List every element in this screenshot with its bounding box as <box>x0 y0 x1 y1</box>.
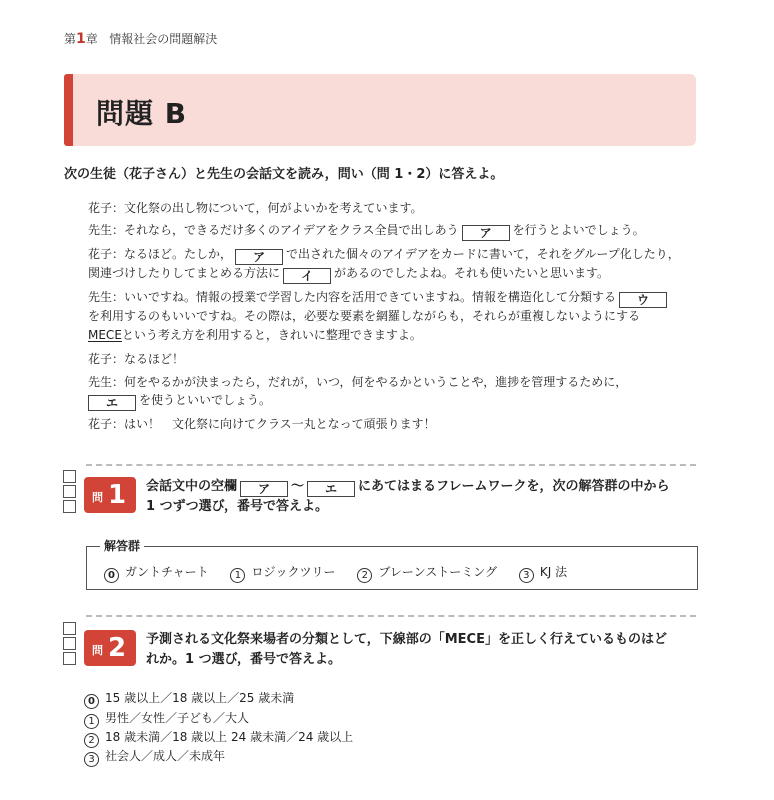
check-box[interactable] <box>63 485 76 498</box>
divider <box>86 615 696 617</box>
check-box[interactable] <box>63 652 76 665</box>
dialogue-text: を行うとよいでしょう。 <box>512 223 645 237</box>
dialogue-text: 花子：なるほど。たしか， <box>88 247 233 261</box>
option-number: 3 <box>84 752 99 767</box>
answer-choice[interactable] <box>104 565 209 579</box>
dialogue-text: 花子：文化祭の出し物について，何がよいかを考えています。 <box>88 201 423 215</box>
blank-i: イ <box>283 268 331 284</box>
check-box[interactable] <box>63 622 76 635</box>
dialogue-text: で出された個々のアイデアをカードに書いて，それをグループ化したり， <box>286 247 680 261</box>
choice-text: ブレーンストーミング <box>378 565 498 579</box>
dialogue-line <box>88 392 271 411</box>
blank-u: ウ <box>619 292 667 308</box>
question-2-badge <box>84 630 136 666</box>
chapter-title: 情報社会の問題解決 <box>109 32 218 46</box>
dialogue-text: 先生：いいですね。情報の授業で学習した内容を活用できていますね。情報を構造化して分類する <box>88 290 617 304</box>
option-number: 0 <box>84 694 99 709</box>
option-item[interactable] <box>84 728 353 748</box>
choice-text: KJ 法 <box>539 565 568 579</box>
dialogue-text: を利用するのもいいですね。その際は，必要な要素を網羅しながらも，それらが重複しないようにする <box>88 309 641 323</box>
chapter-number: 1 <box>76 31 86 47</box>
option-number: 2 <box>84 733 99 748</box>
dialogue-line <box>88 222 645 241</box>
answer-choice[interactable] <box>357 565 497 579</box>
question-badge-number: 2 <box>108 633 127 663</box>
dialogue-line <box>88 374 627 390</box>
question-text: 1 つずつ選び，番号で答えよ。 <box>146 499 329 514</box>
dialogue-line <box>88 200 423 216</box>
question-text: 会話文中の空欄 <box>146 479 238 494</box>
option-number: 1 <box>84 714 99 729</box>
dialogue-line <box>88 416 436 432</box>
option-text: 15 歳以上／18 歳以上／25 歳未満 <box>105 691 295 705</box>
dialogue-text: 花子：はい！ 文化祭に向けてクラス一丸となって頑張ります！ <box>88 417 436 431</box>
tilde: 〜 <box>291 479 305 494</box>
blank-e: エ <box>88 395 136 411</box>
answer-choice[interactable] <box>519 565 567 579</box>
intro-instruction: 次の生徒（花子さん）と先生の会話文を読み，問い（問 1・2）に答えよ。 <box>64 167 504 182</box>
choice-number: 3 <box>519 568 534 583</box>
dialogue-text: があるのでしたよね。それも使いたいと思います。 <box>334 266 610 280</box>
dialogue-line <box>88 289 670 308</box>
question-2-text <box>146 630 667 670</box>
mece-underlined: MECE <box>88 328 122 342</box>
choice-number: 1 <box>230 568 245 583</box>
dialogue-text: 先生：何をやるかが決まったら，だれが，いつ，何をやるかということや，進捗を管理するために， <box>88 375 628 389</box>
section-banner-accent <box>64 74 73 146</box>
dialogue-text: 関連づけしたりしてまとめる方法に <box>88 266 281 280</box>
question-1-text <box>146 477 670 517</box>
check-box[interactable] <box>63 470 76 483</box>
blank-e: エ <box>307 481 355 497</box>
choice-number: 2 <box>357 568 372 583</box>
answer-choice[interactable] <box>230 565 335 579</box>
blank-a: ア <box>235 249 283 265</box>
choice-number: 0 <box>104 568 119 583</box>
answer-group-label: 解答群 <box>100 537 144 554</box>
dialogue-text: 先生：それなら，できるだけ多くのアイデアをクラス全員で出しあう <box>88 223 459 237</box>
question-text: にあてはまるフレームワークを，次の解答群の中から <box>358 479 670 494</box>
dialogue-line <box>88 265 609 284</box>
option-text: 社会人／成人／未成年 <box>105 749 226 763</box>
chapter-header <box>64 30 217 47</box>
option-text: 男性／女性／子ども／大人 <box>105 711 250 725</box>
check-box[interactable] <box>63 637 76 650</box>
question-badge-label: 問 <box>92 644 103 657</box>
question-text: れか。1 つ選び，番号で答えよ。 <box>146 652 342 667</box>
divider <box>86 464 696 466</box>
chapter-suffix: 章 <box>85 32 98 46</box>
section-title: 問題 B <box>96 97 188 130</box>
blank-a: ア <box>240 481 288 497</box>
chapter-prefix: 第 <box>64 32 77 46</box>
option-text: 18 歳未満／18 歳以上 24 歳未満／24 歳以上 <box>105 730 354 744</box>
question-text: 予測される文化祭来場者の分類として，下線部の「MECE」を正しく行えているものはど <box>146 632 667 647</box>
dialogue-line <box>88 246 680 265</box>
answer-choices <box>104 563 585 583</box>
choice-text: ガントチャート <box>125 565 209 579</box>
check-box[interactable] <box>63 500 76 513</box>
choice-text: ロジックツリー <box>251 565 336 579</box>
dialogue-text: を使うといいでしょう。 <box>139 393 272 407</box>
option-item[interactable] <box>84 747 225 767</box>
question-badge-label: 問 <box>92 491 103 504</box>
dialogue-text: という考え方を利用すると，きれいに整理できますよ。 <box>121 328 422 342</box>
dialogue-line <box>88 327 422 343</box>
dialogue-text: 花子：なるほど！ <box>88 352 185 366</box>
question-1-badge <box>84 477 136 513</box>
blank-a: ア <box>462 225 510 241</box>
dialogue-line <box>88 308 640 324</box>
question-badge-number: 1 <box>108 480 127 510</box>
option-item[interactable] <box>84 689 294 709</box>
dialogue-line <box>88 351 184 367</box>
option-item[interactable] <box>84 709 249 729</box>
